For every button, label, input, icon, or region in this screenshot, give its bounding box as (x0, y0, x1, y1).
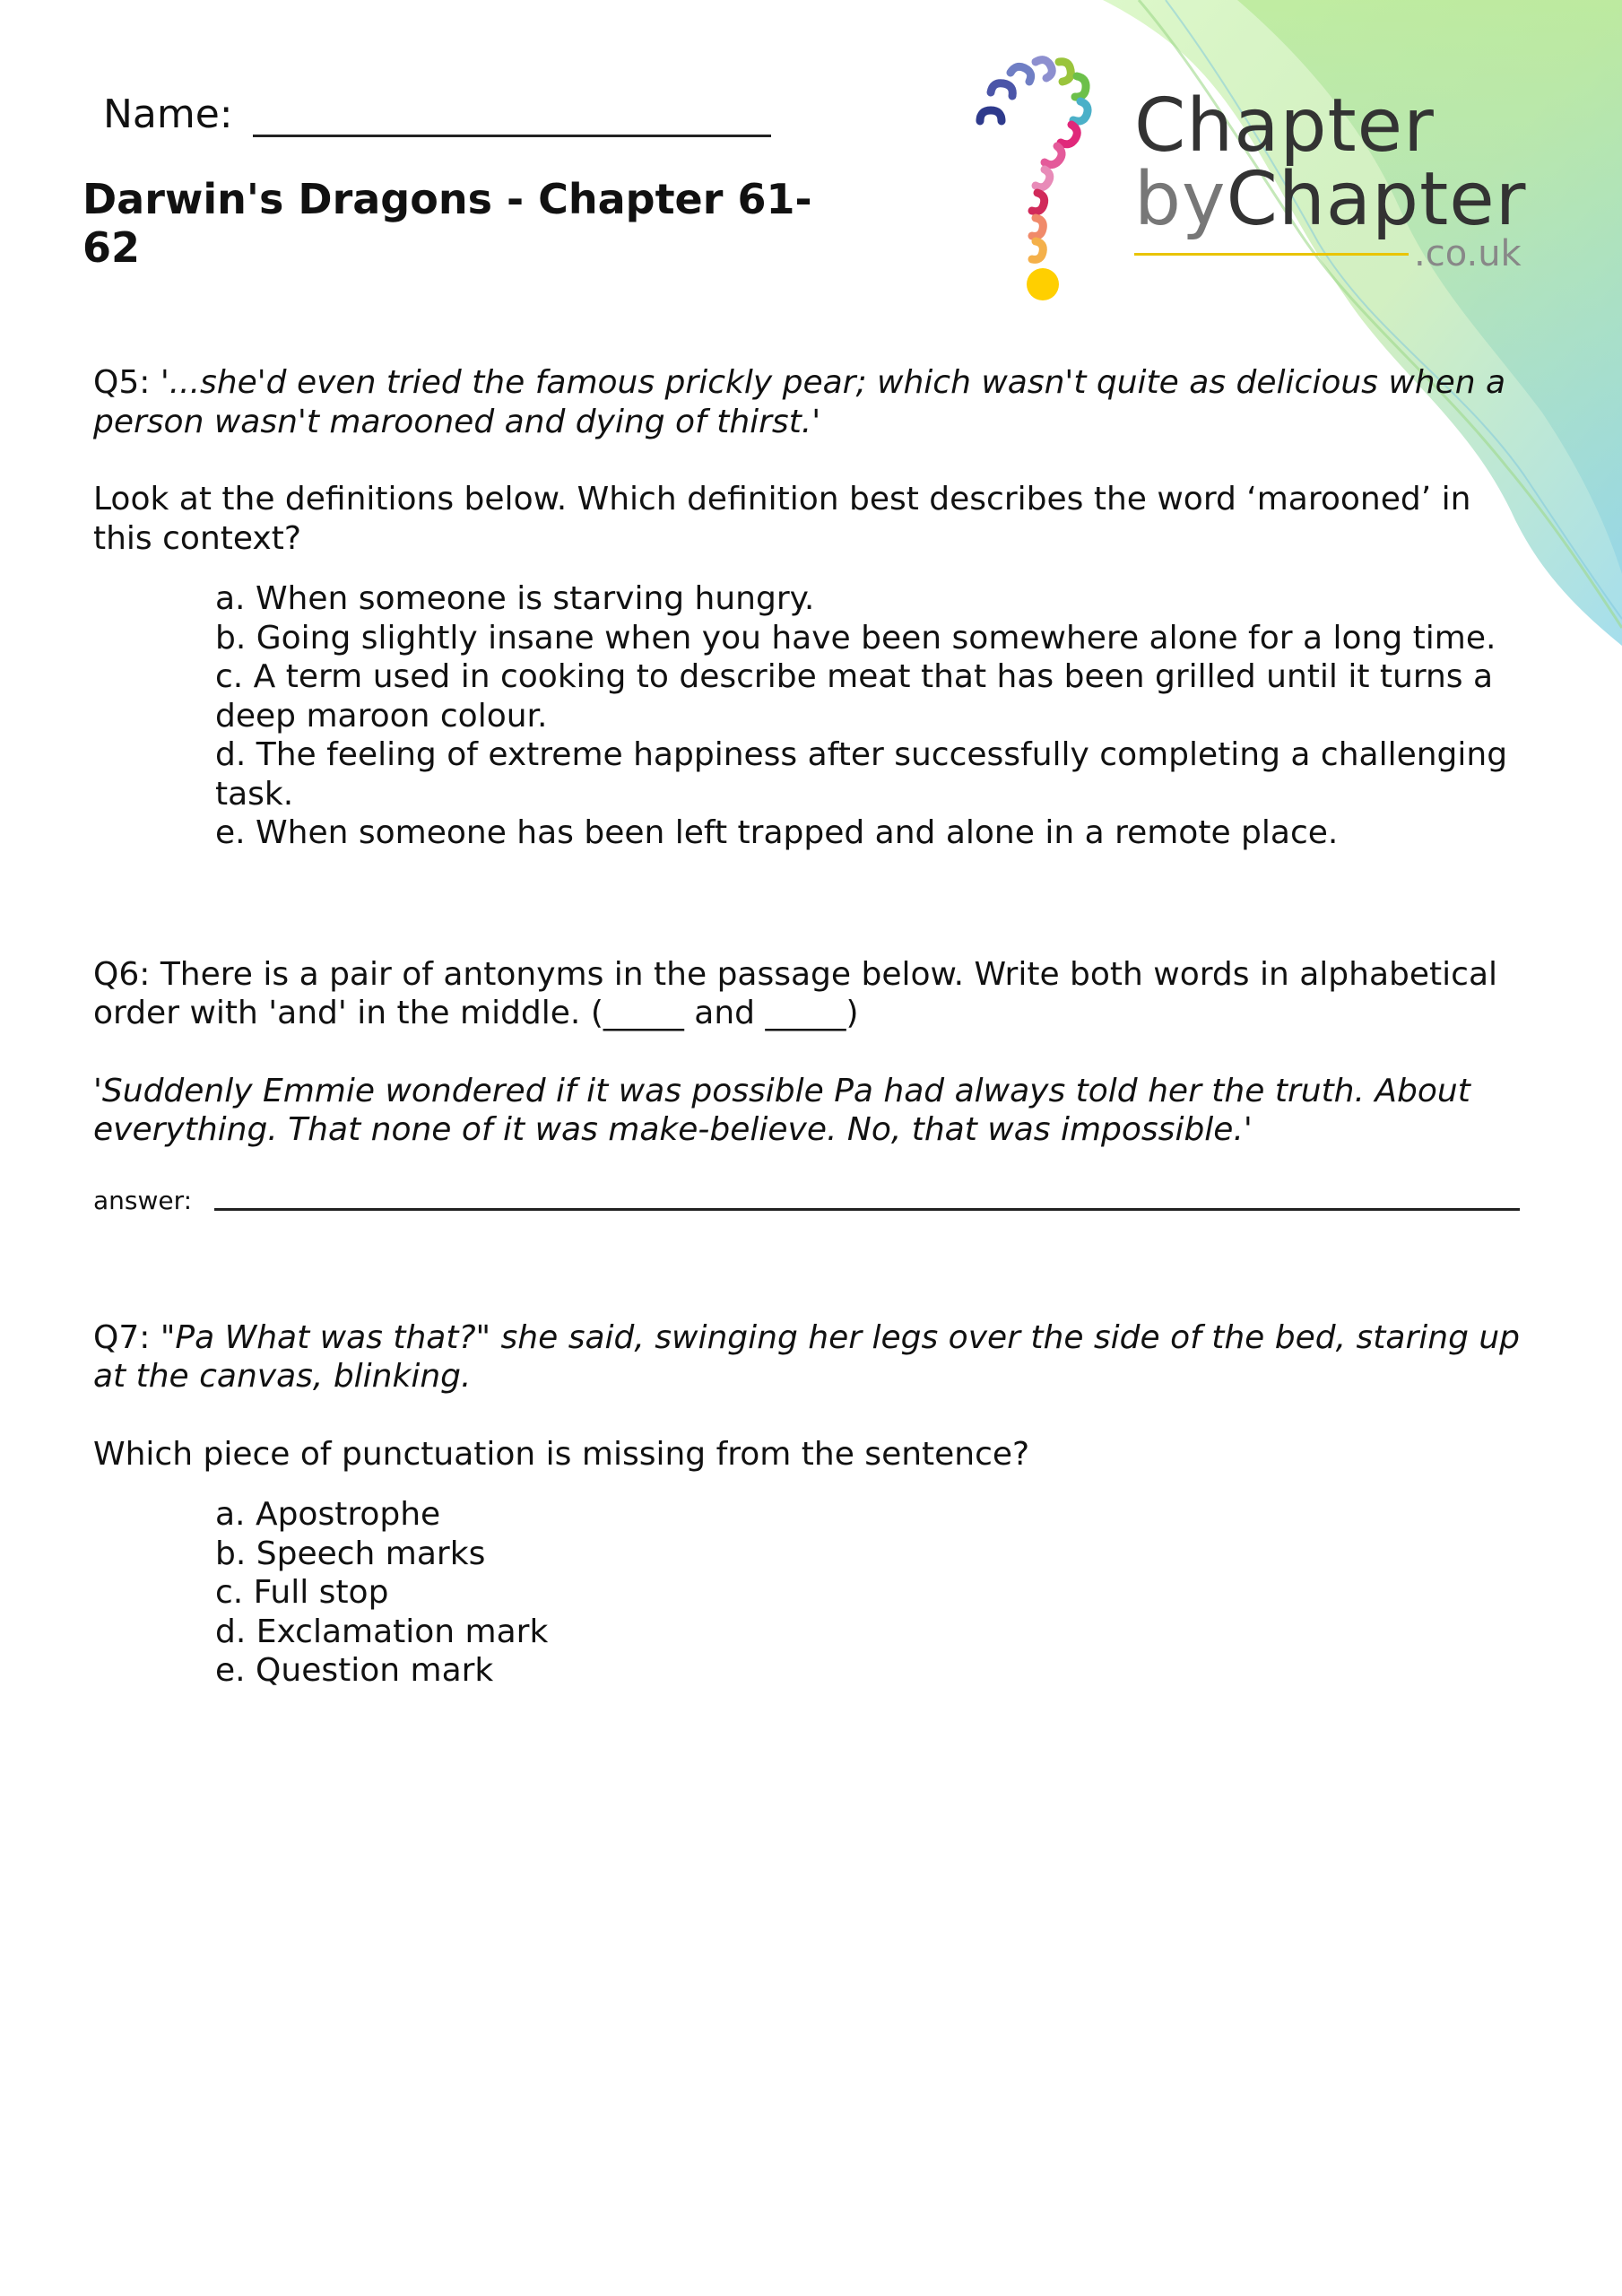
name-row (103, 90, 771, 137)
q7-option-e[interactable]: e. Question mark (215, 1652, 494, 1689)
question-5 (93, 363, 1528, 853)
q7-prompt: Which piece of punctuation is missing from the sentence? (93, 1435, 1030, 1473)
q6-prompt: Q6: There is a pair of antonyms in the passage below. Write both words in alphabetical order with 'and' in the middle. (_____ and _____) (93, 955, 1497, 1031)
q5-label: Q5: (93, 364, 151, 401)
worksheet-content (93, 363, 1528, 1691)
q5-option-c[interactable]: c. A term used in cooking to describe meat that has been grilled until it turns a deep maroon colour. (215, 658, 1494, 735)
brand-underline (1134, 253, 1409, 256)
q6-quote: 'Suddenly Emmie wondered if it was possible Pa had always told her the truth. About everything. That none of it was make-believe. No, that was impossible.' (93, 1072, 1470, 1148)
q5-option-b[interactable]: b. Going slightly insane when you have been somewhere alone for a long time. (215, 619, 1496, 657)
name-blank[interactable] (253, 90, 771, 137)
brand-tld: .co.uk (1414, 233, 1522, 274)
q6-answer-row (93, 1186, 1528, 1216)
brand-wordmark (1134, 83, 1527, 274)
question-6 (93, 955, 1528, 1216)
name-label: Name: (103, 91, 233, 137)
brand-line-2 (1134, 157, 1527, 242)
brand-by: by (1134, 157, 1227, 242)
q7-label: Q7: (93, 1318, 151, 1356)
q5-option-e[interactable]: e. When someone has been left trapped and alone in a remote place. (215, 814, 1339, 851)
brand-chapter: Chapter (1226, 157, 1527, 242)
q5-quote-line (93, 363, 1528, 441)
q7-option-b[interactable]: b. Speech marks (215, 1535, 486, 1572)
q7-options (93, 1495, 1528, 1691)
q7-option-a[interactable]: a. Apostrophe (215, 1496, 441, 1533)
q7-quote: "Pa What was that?" she said, swinging her legs over the side of the bed, staring up at the canvas, blinking. (93, 1318, 1521, 1395)
question-7 (93, 1318, 1528, 1691)
q7-option-c[interactable]: c. Full stop (215, 1574, 389, 1611)
brand-line-1: Chapter (1134, 83, 1435, 169)
q5-options (93, 579, 1528, 853)
chapter-by-chapter-logo-icon (964, 49, 1134, 309)
q5-option-a[interactable]: a. When someone is starving hungry. (215, 580, 815, 617)
worksheet-title: Darwin's Dragons - Chapter 61-62 (82, 175, 812, 272)
q6-answer-label: answer: (93, 1185, 193, 1215)
q7-option-d[interactable]: d. Exclamation mark (215, 1613, 549, 1650)
q5-quote: '...she'd even tried the famous prickly pear; which wasn't quite as delicious when a person wasn't marooned and dying of thirst.' (93, 364, 1506, 440)
q5-prompt: Look at the definitions below. Which definition best describes the word ‘marooned’ in this context? (93, 481, 1471, 557)
q7-quote-line (93, 1318, 1528, 1396)
q5-option-d[interactable]: d. The feeling of extreme happiness after successfully completing a challenging task. (215, 736, 1508, 813)
q6-answer-field[interactable] (214, 1199, 1520, 1211)
